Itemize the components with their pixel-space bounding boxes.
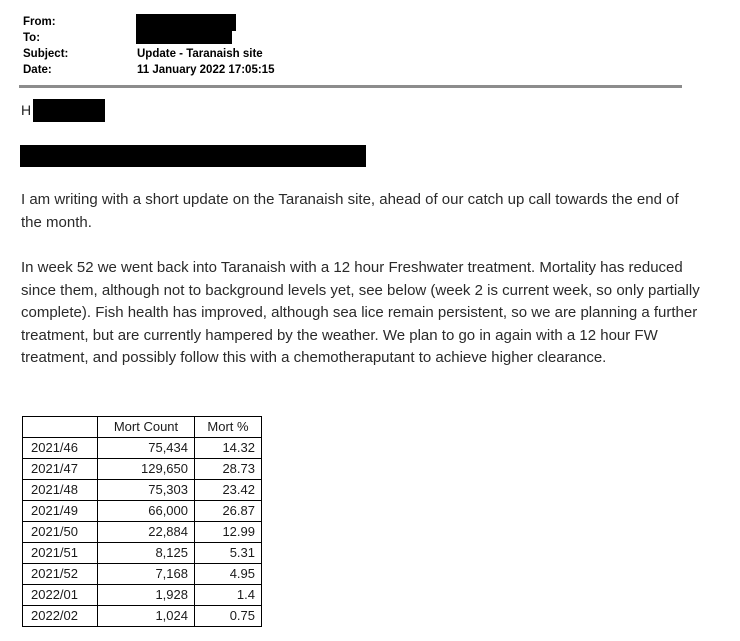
mort-percent-cell: 14.32 — [195, 438, 262, 459]
mort-count-cell: 1,928 — [98, 585, 195, 606]
redacted-from — [136, 14, 236, 31]
to-label: To: — [23, 32, 41, 44]
mort-percent-cell: 23.42 — [195, 480, 262, 501]
mort-count-cell: 7,168 — [98, 564, 195, 585]
mort-percent-cell: 1.4 — [195, 585, 262, 606]
mort-percent-cell: 28.73 — [195, 459, 262, 480]
table-row — [23, 564, 262, 585]
date-label: Date: — [23, 64, 52, 76]
subject-value: Update - Taranaish site — [137, 48, 263, 60]
week-cell: 2021/48 — [23, 480, 98, 501]
week-cell: 2021/47 — [23, 459, 98, 480]
mort-percent-cell: 26.87 — [195, 501, 262, 522]
mort-percent-cell: 12.99 — [195, 522, 262, 543]
table-row — [23, 459, 262, 480]
intro-paragraph: I am writing with a short update on the Taranaish site, ahead of our catch up call towards the end of the month. — [21, 191, 679, 231]
table-row — [23, 480, 262, 501]
mort-count-cell: 75,434 — [98, 438, 195, 459]
mort-count-cell: 1,024 — [98, 606, 195, 627]
table-header-row — [23, 417, 262, 438]
date-value: 11 January 2022 17:05:15 — [137, 64, 275, 76]
mort-percent-cell: 0.75 — [195, 606, 262, 627]
mort-percent-cell: 5.31 — [195, 543, 262, 564]
mort-count-header: Mort Count — [98, 417, 195, 438]
redacted-recipient-name — [33, 99, 105, 122]
mortality-table — [22, 416, 262, 627]
week-cell: 2022/02 — [23, 606, 98, 627]
mort-percent-cell: 4.95 — [195, 564, 262, 585]
table-row — [23, 585, 262, 606]
table-row — [23, 522, 262, 543]
mort-count-cell: 22,884 — [98, 522, 195, 543]
subject-label: Subject: — [23, 48, 69, 60]
greeting: H — [21, 102, 32, 118]
table-row — [23, 606, 262, 627]
redacted-to — [136, 30, 232, 44]
table-row — [23, 501, 262, 522]
table-row — [23, 438, 262, 459]
mort-count-cell: 129,650 — [98, 459, 195, 480]
header-divider — [19, 85, 682, 88]
week-cell: 2022/01 — [23, 585, 98, 606]
from-label: From: — [23, 16, 56, 28]
update-paragraph: In week 52 we went back into Taranaish with a 12 hour Freshwater treatment. Mortality has reduced since them, although not to background levels yet, see below (week 2 is current week, so only partially complete). Fish health has improved, although sea lice remain persistent, so we are planning a further treatment, but are currently hampered by the weather. We plan to go in again with a 12 hour FW treatment, and possibly follow this with a chemotheraputant to achieve higher clearance. — [21, 259, 700, 366]
week-cell: 2021/52 — [23, 564, 98, 585]
redacted-line — [20, 145, 366, 167]
week-cell: 2021/46 — [23, 438, 98, 459]
week-cell: 2021/51 — [23, 543, 98, 564]
mort-count-cell: 75,303 — [98, 480, 195, 501]
mort-count-cell: 66,000 — [98, 501, 195, 522]
mort-count-cell: 8,125 — [98, 543, 195, 564]
week-header — [23, 417, 98, 438]
mort-percent-header: Mort % — [195, 417, 262, 438]
week-cell: 2021/50 — [23, 522, 98, 543]
week-cell: 2021/49 — [23, 501, 98, 522]
table-row — [23, 543, 262, 564]
